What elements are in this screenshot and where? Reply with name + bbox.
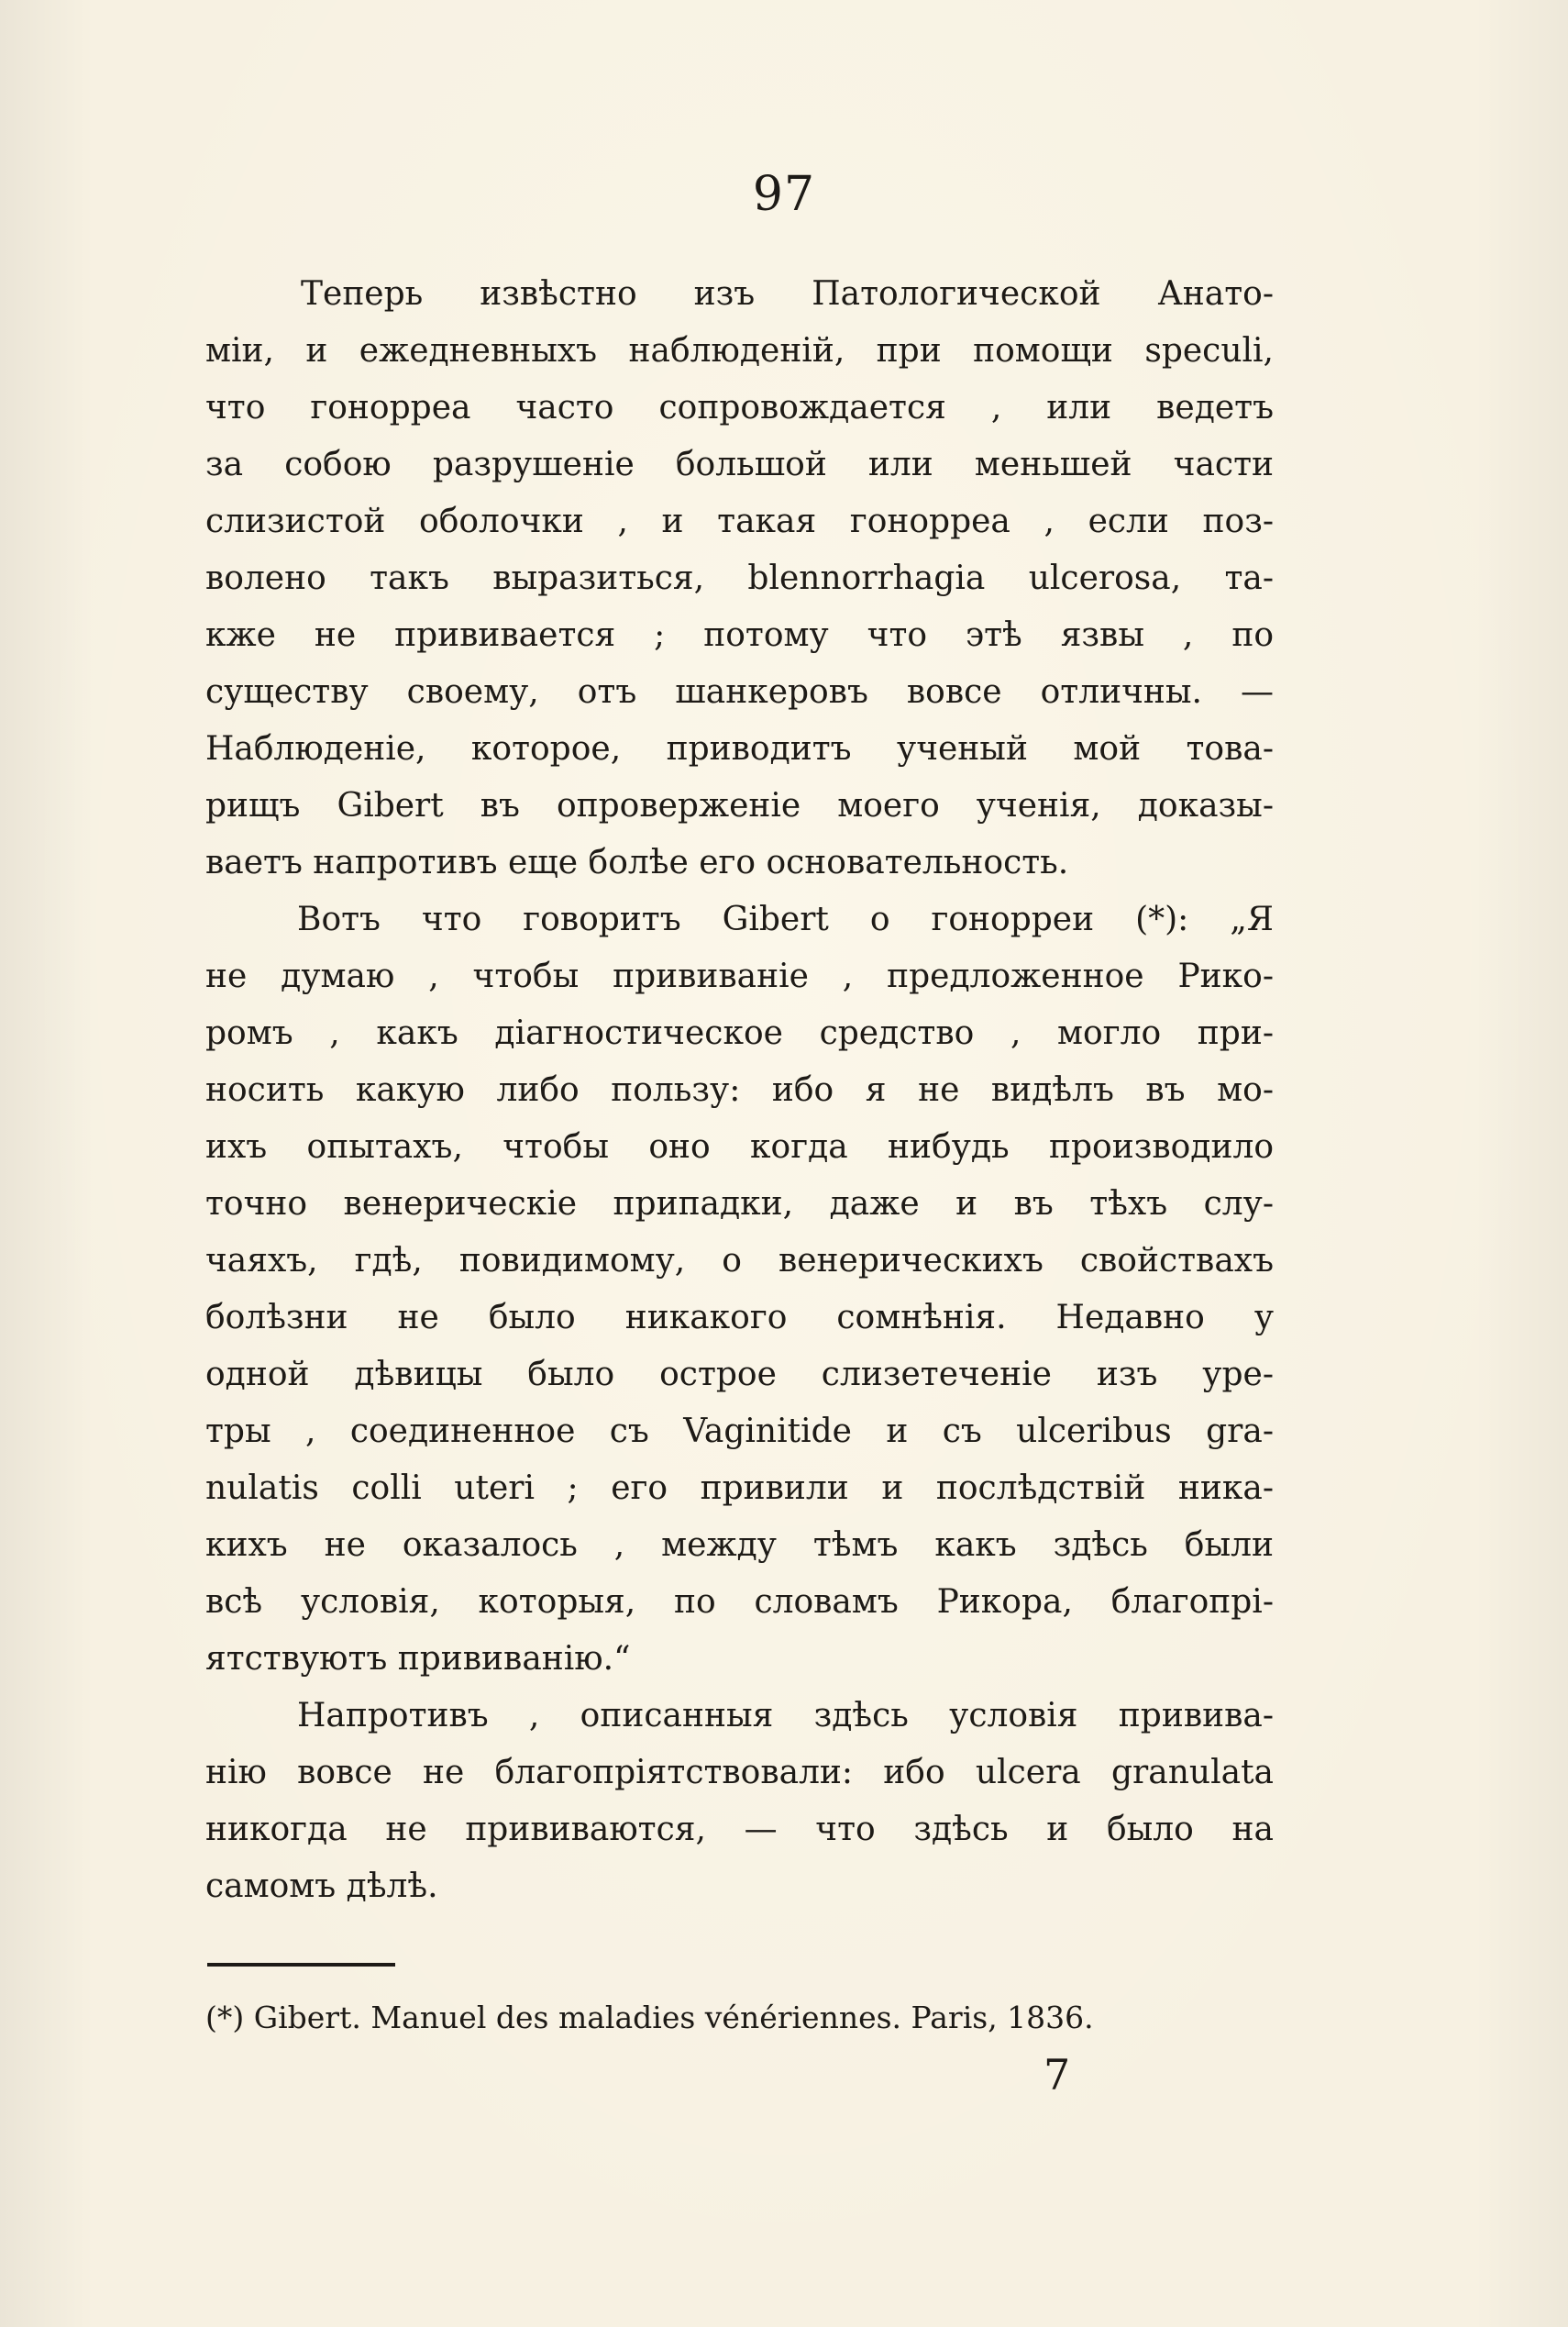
footnote-rule — [207, 1963, 395, 1967]
text-line: нію вовсе не благопріятствовали: ибо ulcera granulata — [205, 1754, 1274, 1791]
text-line: одной дѣвицы было острое слизетеченіе изъ уре- — [205, 1356, 1274, 1393]
text-line: кихъ не оказалось , между тѣмъ какъ здѣсь были — [205, 1526, 1274, 1564]
text-line: Теперь извѣстно изъ Патологической Анато- — [301, 275, 1274, 313]
footnote: (*) Gibert. Manuel des maladies vénériennes. Paris, 1836. — [205, 2000, 1094, 2035]
text-line: міи, и ежедневныхъ наблюденій, при помощи speculi, — [205, 332, 1274, 370]
text-line: Вотъ что говоритъ Gibert о гонорреи (*): „Я — [297, 901, 1274, 938]
page-number: 97 — [752, 167, 816, 222]
text-line: Наблюденіе, которое, приводитъ ученый мой това- — [205, 730, 1274, 768]
text-line: что гонорреа часто сопровождается , или ведетъ — [205, 389, 1274, 427]
text-line: ромъ , какъ діагностическое средство , могло при- — [205, 1014, 1274, 1052]
text-line: кже не прививается ; потому что этѣ язвы , по — [205, 616, 1274, 654]
text-line: Напротивъ , описанныя здѣсь условія привива- — [297, 1697, 1274, 1734]
text-line: nulatis colli uteri ; его привили и послѣдствій ника- — [205, 1469, 1274, 1507]
text-line: точно венерическіе припадки, даже и въ тѣхъ слу- — [205, 1185, 1274, 1223]
body-text — [205, 266, 1274, 1915]
text-line: чаяхъ, гдѣ, повидимому, о венерическихъ свойствахъ — [205, 1242, 1274, 1280]
text-line: всѣ условія, которыя, по словамъ Рикора, благопрі- — [205, 1583, 1274, 1621]
text-line: волено такъ выразиться, blennorrhagia ulcerosa, та- — [205, 560, 1274, 597]
text-line: носить какую либо пользу: ибо я не видѣлъ въ мо- — [205, 1071, 1274, 1109]
text-line: самомъ дѣлѣ. — [205, 1867, 438, 1905]
text-line: за собою разрушеніе большой или меньшей части — [205, 446, 1274, 483]
text-line: ихъ опытахъ, чтобы оно когда нибудь производило — [205, 1128, 1274, 1166]
text-line: тры , соединенное съ Vaginitide и съ ulceribus gra- — [205, 1413, 1274, 1450]
text-line: болѣзни не было никакого сомнѣнія. Недавно у — [205, 1299, 1274, 1336]
text-line: рищъ Gibert въ опроверженіе моего ученія, доказы- — [205, 787, 1274, 825]
text-line: ваетъ напротивъ еще болѣе его основательность. — [205, 844, 1069, 881]
text-line: ятствуютъ прививанію.“ — [205, 1640, 631, 1678]
text-line: никогда не прививаются, — что здѣсь и было на — [205, 1811, 1274, 1848]
text-line: существу своему, отъ шанкеровъ вовсе отличны. — — [205, 673, 1274, 711]
text-line: слизистой оболочки , и такая гонорреа , если поз- — [205, 503, 1274, 540]
signature-mark: 7 — [1043, 2050, 1071, 2100]
text-line: не думаю , чтобы прививаніе , предложенное Рико- — [205, 958, 1274, 995]
